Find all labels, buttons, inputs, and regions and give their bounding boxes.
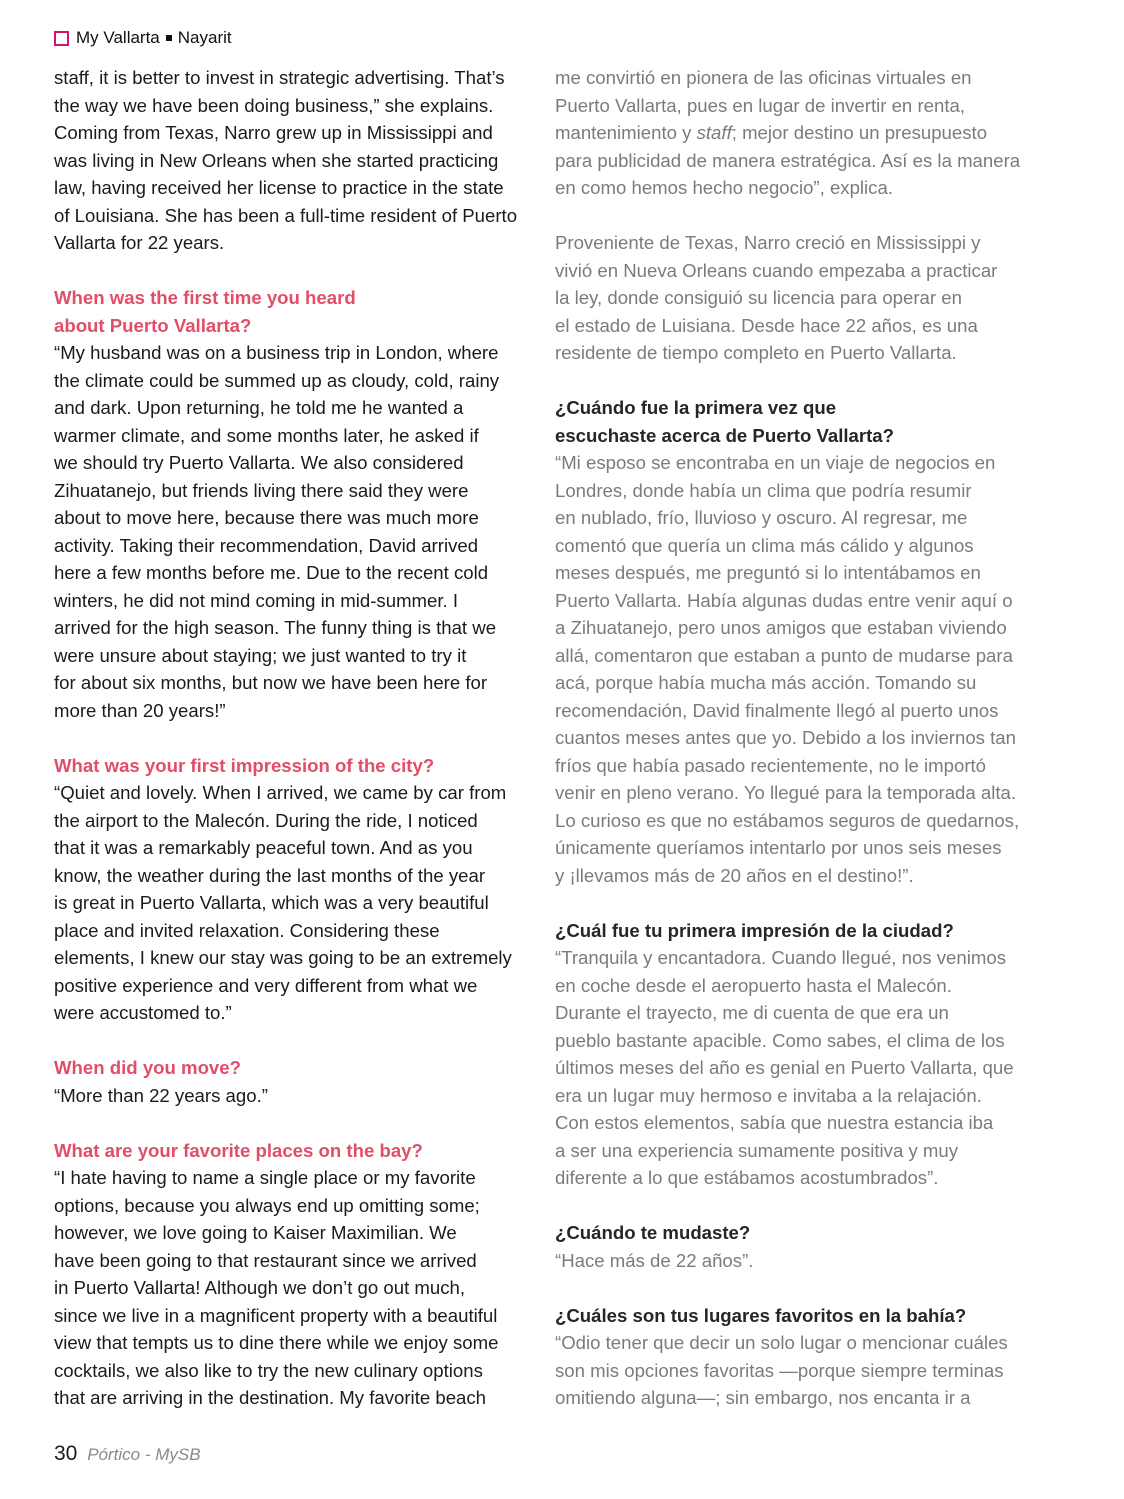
body-text-line: know, the weather during the last months of the year xyxy=(54,864,486,886)
body-text-line: were unsure about staying; we just wanted to try it xyxy=(54,644,467,666)
body-text-line: view that tempts us to dine there while we enjoy some xyxy=(54,1332,499,1353)
body-text-line: more than 20 years!” xyxy=(54,699,226,721)
separator-dot-icon xyxy=(166,35,172,41)
body-text-line: have been going to that restaurant since we arrived xyxy=(54,1249,477,1271)
publication-name: Pórtico - MySB xyxy=(87,1445,201,1464)
body-text-line: for about six months, but now we have been here for xyxy=(54,672,488,693)
body-text-line: staff, it is better to invest in strategic advertising. That’s xyxy=(54,67,505,88)
body-text-line: en nublado, frío, lluvioso y oscuro. Al regresar, me xyxy=(555,507,968,528)
question-heading-line: What are your favorite places on the bay? xyxy=(54,1139,423,1161)
body-text-line: únicamente queríamos intentarlo por unos seis meses xyxy=(555,837,1002,858)
body-text-line: “I hate having to name a single place or my favorite xyxy=(54,1167,476,1188)
body-text-line: me convirtió en pionera de las oficinas virtuales en xyxy=(555,67,972,88)
section-square-icon xyxy=(54,31,69,46)
body-text-line: in Puerto Vallarta! Although we don’t go out much, xyxy=(54,1277,466,1298)
body-text-line: however, we love going to Kaiser Maximilian. We xyxy=(54,1222,457,1243)
body-text-line: of Louisiana. She has been a full-time resident of Puerto xyxy=(54,204,518,226)
paragraph-gap xyxy=(555,1192,1030,1220)
paragraph-gap xyxy=(555,202,1030,230)
body-text-line: cocktails, we also like to try the new culinary options xyxy=(54,1359,483,1381)
question-heading-line: ¿Cuáles son tus lugares favoritos en la bahía? xyxy=(555,1304,967,1326)
body-text-line: son mis opciones favoritas —porque siempre terminas xyxy=(555,1359,1004,1381)
body-text-line: the way we have been doing business,” she explains. xyxy=(54,94,494,116)
spanish-column xyxy=(555,64,1030,1412)
body-text-line: here a few months before me. Due to the recent cold xyxy=(54,562,489,583)
paragraph-gap xyxy=(54,257,524,285)
body-text-line: últimos meses del año es genial en Puerto Vallarta, que xyxy=(555,1057,1014,1078)
body-text-line: cuantos meses antes que yo. Debido a los inviernos tan xyxy=(555,727,1016,748)
paragraph-gap xyxy=(54,1027,524,1055)
body-text-line: Londres, donde había un clima que podría resumir xyxy=(555,479,972,501)
body-text-line: activity. Taking their recommendation, David arrived xyxy=(54,534,479,556)
paragraph-gap xyxy=(54,1109,524,1137)
body-text-line: and dark. Upon returning, he told me he wanted a xyxy=(54,397,464,418)
question-heading-line: ¿Cuándo fue la primera vez que xyxy=(555,397,837,418)
body-text-line: Puerto Vallarta. Había algunas dudas entre venir aquí o xyxy=(555,589,1013,611)
paragraph-gap xyxy=(54,724,524,752)
question-heading-line: escuchaste acerca de Puerto Vallarta? xyxy=(555,424,894,446)
body-text-line: residente de tiempo completo en Puerto Vallarta. xyxy=(555,342,957,363)
body-text-line: options, because you always end up omitting some; xyxy=(54,1194,480,1216)
body-text-line: warmer climate, and some months later, he asked if xyxy=(54,424,479,446)
body-text-line: meses después, me preguntó si lo intentábamos en xyxy=(555,562,981,583)
body-text-line: Coming from Texas, Narro grew up in Mississippi and xyxy=(54,122,493,143)
body-text-line: “Odio tener que decir un solo lugar o mencionar cuáles xyxy=(555,1332,1008,1353)
question-heading-line: When did you move? xyxy=(54,1057,241,1078)
body-text-line: that are arriving in the destination. My favorite beach xyxy=(54,1387,487,1408)
paragraph-gap xyxy=(555,889,1030,917)
body-text-line: fríos que había pasado recientemente, no le importó xyxy=(555,754,987,776)
body-text-line: “My husband was on a business trip in London, where xyxy=(54,342,499,363)
body-text-line: is great in Puerto Vallarta, which was a very beautiful xyxy=(54,892,489,913)
body-text-line: omitiendo alguna—; sin embargo, nos encanta ir a xyxy=(555,1387,971,1408)
section-name: My Vallarta xyxy=(76,28,160,47)
body-text-line: allá, comentaron que estaban a punto de mudarse para xyxy=(555,644,1013,666)
body-text-line: that it was a remarkably peaceful town. And as you xyxy=(54,837,473,858)
body-text-line: el estado de Luisiana. Desde hace 22 años, es una xyxy=(555,314,978,336)
question-heading-line: ¿Cuándo te mudaste? xyxy=(555,1222,751,1243)
body-text-line: a Zihuatanejo, pero unos amigos que estaban viviendo xyxy=(555,617,1007,638)
body-text-line: para publicidad de manera estratégica. Así es la manera xyxy=(555,149,1021,171)
body-text-line: “Quiet and lovely. When I arrived, we came by car from xyxy=(54,782,507,803)
body-text-line: law, having received her license to practice in the state xyxy=(54,177,504,198)
body-text-line: era un lugar muy hermoso e invitaba a la relajación. xyxy=(555,1084,982,1106)
body-text-line: y ¡llevamos más de 20 años en el destino!”. xyxy=(555,864,914,886)
body-text-line: Lo curioso es que no estábamos seguros de quedarnos, xyxy=(555,809,1020,831)
body-text-line: Durante el trayecto, me di cuenta de que era un xyxy=(555,1002,949,1023)
body-text-line: winters, he did not mind coming in mid-summer. I xyxy=(54,589,459,611)
paragraph-gap xyxy=(555,1274,1030,1302)
body-text-line: arrived for the high season. The funny thing is that we xyxy=(54,617,497,638)
body-text-line: the climate could be summed up as cloudy, cold, rainy xyxy=(54,369,500,391)
page-header xyxy=(54,26,232,50)
paragraph-gap xyxy=(555,367,1030,395)
body-text-line: Proveniente de Texas, Narro creció en Mississippi y xyxy=(555,232,981,253)
body-text-line: place and invited relaxation. Considering these xyxy=(54,919,440,941)
body-text-line: Con estos elementos, sabía que nuestra estancia iba xyxy=(555,1112,994,1133)
question-heading-line: ¿Cuál fue tu primera impresión de la ciudad? xyxy=(555,919,954,941)
body-text-line: “Hace más de 22 años”. xyxy=(555,1249,754,1271)
body-text-line: en como hemos hecho negocio”, explica. xyxy=(555,177,893,198)
body-text-line: Vallarta for 22 years. xyxy=(54,232,225,253)
question-heading-line: When was the first time you heard xyxy=(54,287,356,308)
page-number: 30 xyxy=(54,1442,78,1465)
body-text-line: “More than 22 years ago.” xyxy=(54,1084,268,1106)
body-text-line: venir en pleno verano. Yo llegué para la temporada alta. xyxy=(555,782,1017,803)
body-text-line: diferente a lo que estábamos acostumbrados”. xyxy=(555,1167,939,1188)
body-text-line: la ley, donde consiguió su licencia para operar en xyxy=(555,287,962,308)
body-text-line: since we live in a magnificent property with a beautiful xyxy=(54,1304,498,1326)
body-text-line: Puerto Vallarta, pues en lugar de invertir en renta, xyxy=(555,94,965,116)
body-text-line: elements, I knew our stay was going to be an extremely xyxy=(54,947,512,968)
body-text-line: vivió en Nueva Orleans cuando empezaba a practicar xyxy=(555,259,998,281)
body-text-line: acá, porque había mucha más acción. Tomando su xyxy=(555,672,977,693)
body-text-line: the airport to the Malecón. During the ride, I noticed xyxy=(54,809,478,831)
body-text-line: “Mi esposo se encontraba en un viaje de negocios en xyxy=(555,452,996,473)
question-heading-line: What was your first impression of the city? xyxy=(54,754,435,776)
body-text-line: a ser una experiencia sumamente positiva y muy xyxy=(555,1139,959,1161)
body-text-line: positive experience and very different from what we xyxy=(54,974,478,996)
english-column xyxy=(54,64,524,1412)
body-text-line: Zihuatanejo, but friends living there said they were xyxy=(54,479,469,501)
body-text-line: mantenimiento y staff; mejor destino un presupuesto xyxy=(555,122,988,143)
page-footer xyxy=(54,1442,201,1466)
body-text-line: pueblo bastante apacible. Como sabes, el clima de los xyxy=(555,1029,1005,1051)
body-text-line: was living in New Orleans when she started practicing xyxy=(54,149,499,171)
question-heading-line: about Puerto Vallarta? xyxy=(54,314,252,336)
body-text-line: comentó que quería un clima más cálido y algunos xyxy=(555,534,974,556)
body-text-line: recomendación, David finalmente llegó al puerto unos xyxy=(555,699,999,721)
body-text-line: “Tranquila y encantadora. Cuando llegué, nos venimos xyxy=(555,947,1006,968)
body-text-line: about to move here, because there was much more xyxy=(54,507,479,528)
body-text-line: we should try Puerto Vallarta. We also considered xyxy=(54,452,464,473)
body-text-line: were accustomed to.” xyxy=(54,1002,232,1023)
body-text-line: en coche desde el aeropuerto hasta el Malecón. xyxy=(555,974,952,996)
section-region: Nayarit xyxy=(177,28,232,47)
